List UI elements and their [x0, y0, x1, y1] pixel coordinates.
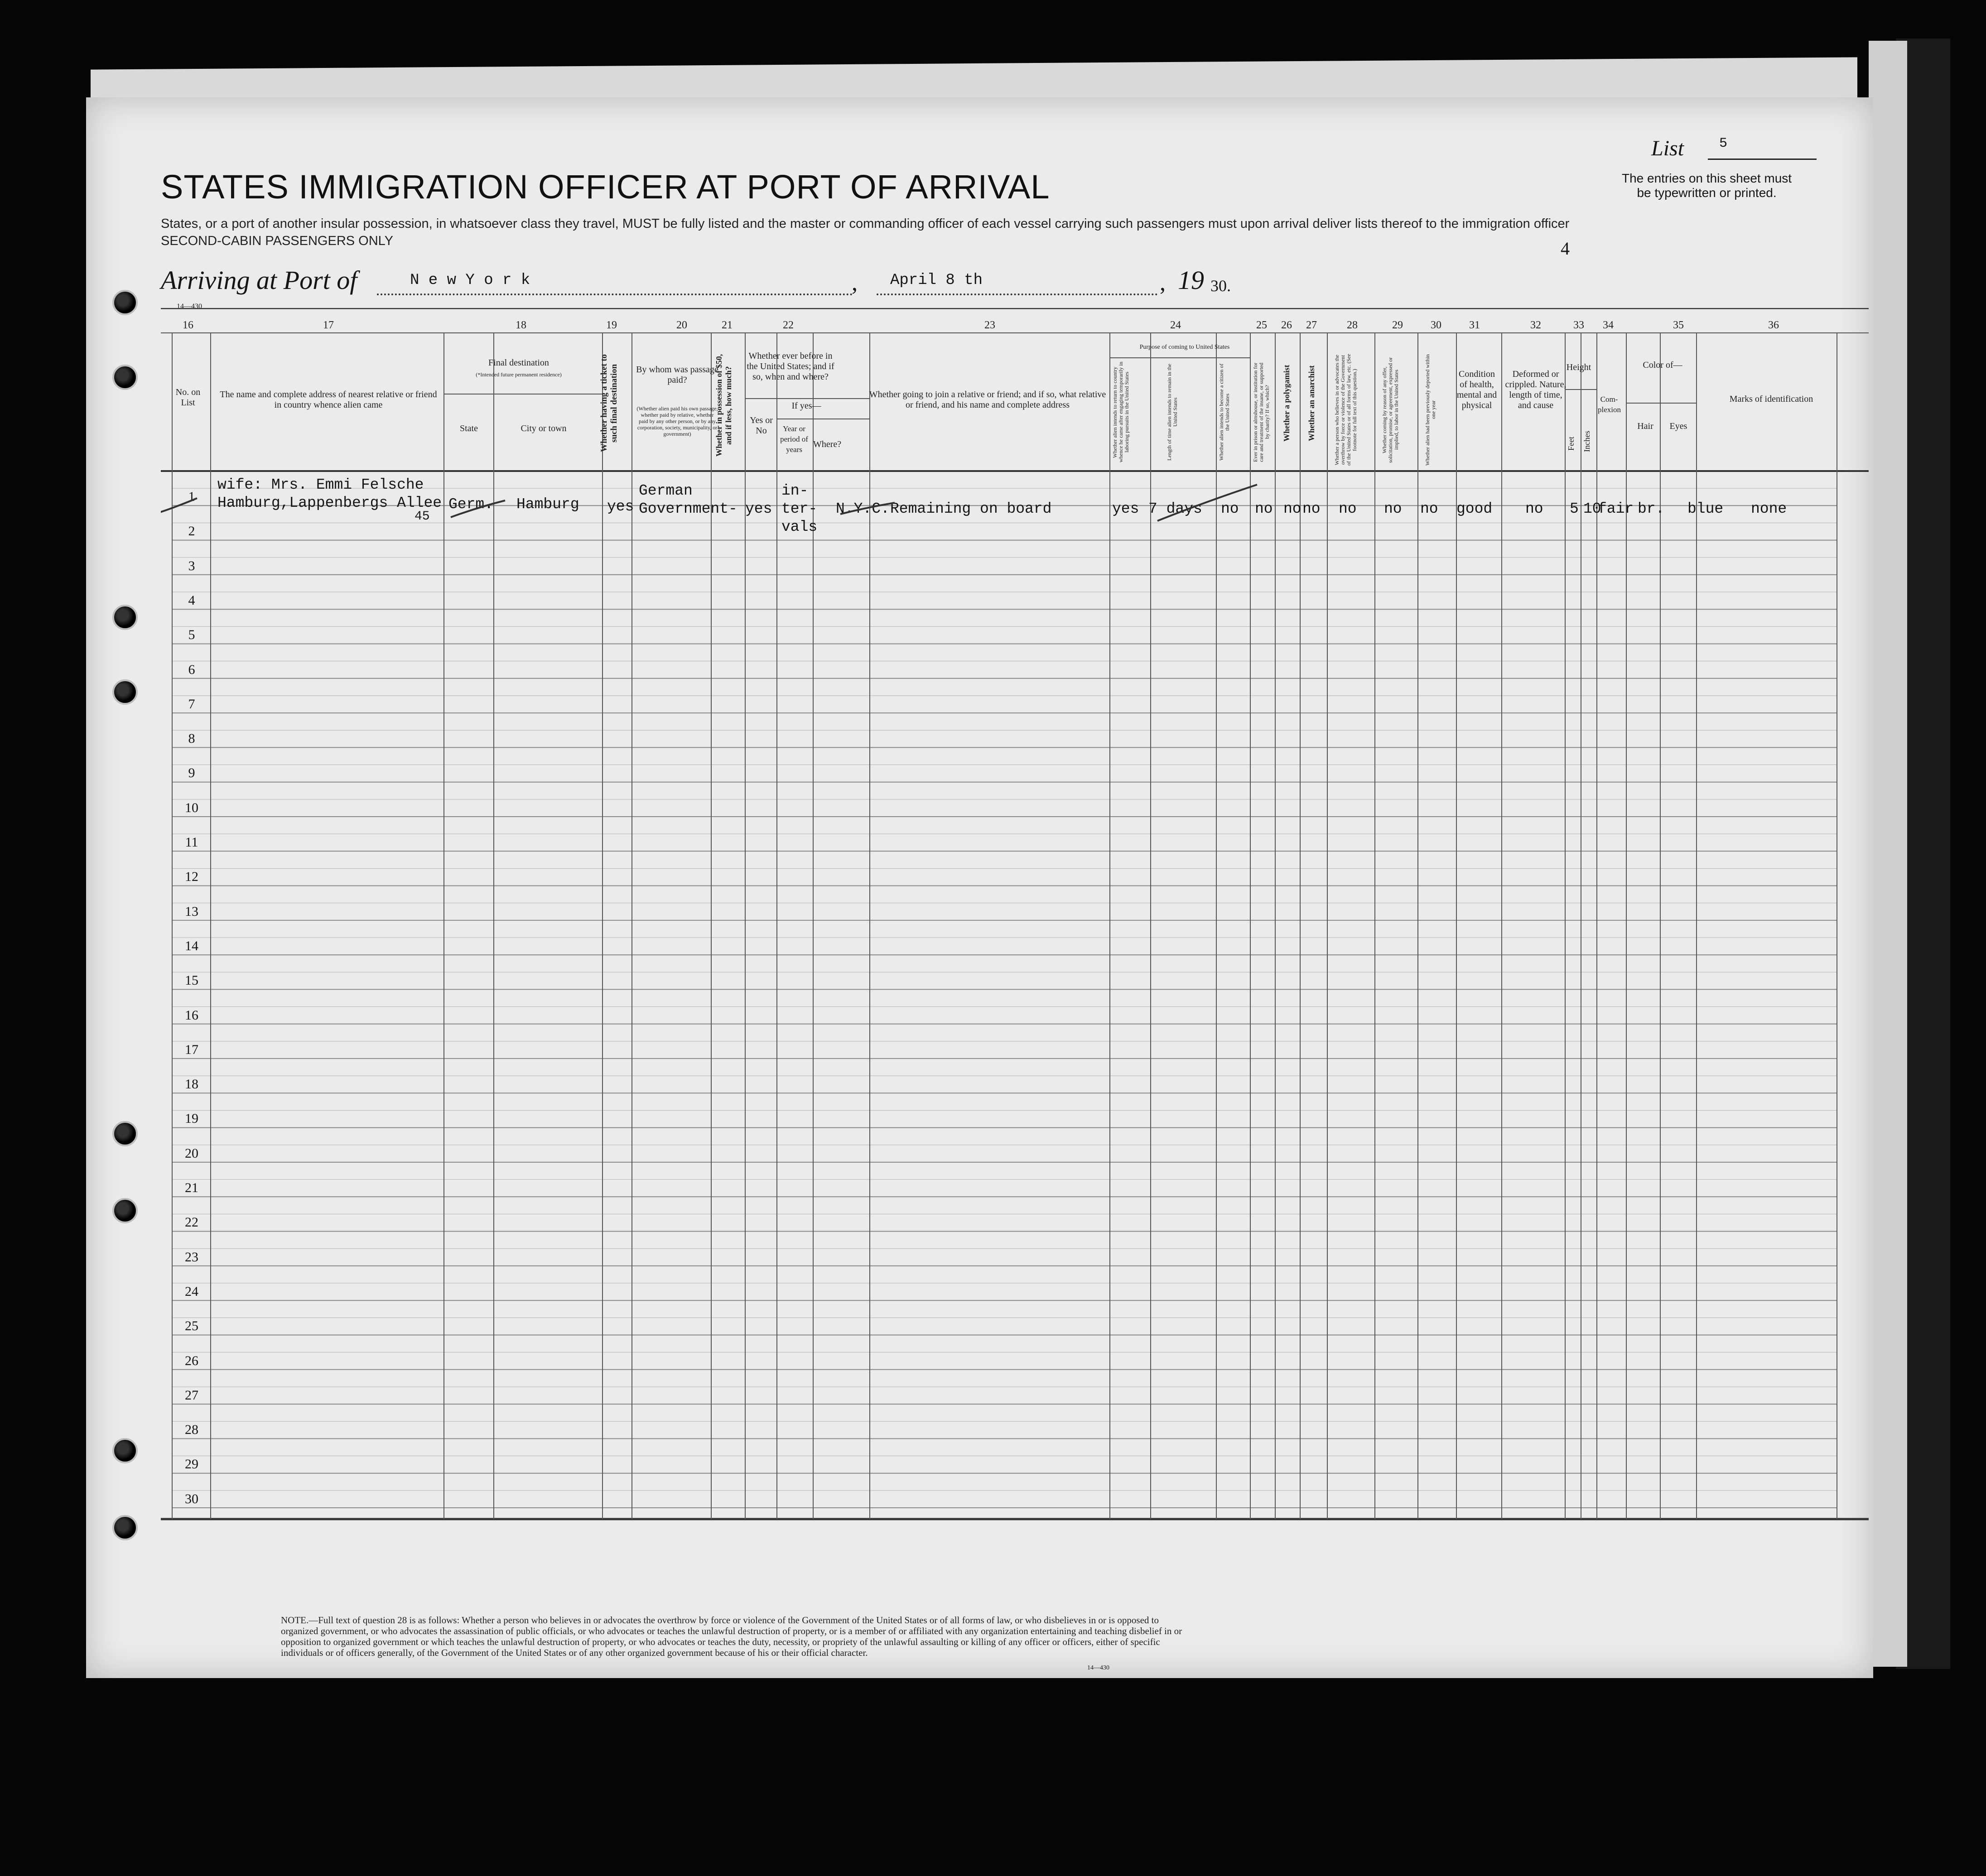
header-purpose: Purpose of coming to United States — [1139, 344, 1230, 351]
relative-line-1: wife: Mrs. Emmi Felsche — [217, 476, 424, 493]
col-num-20: 20 — [676, 319, 687, 331]
row-number: 18 — [185, 1077, 198, 1092]
header-yes-or-no: Yes or No — [750, 415, 773, 436]
header-marks: Marks of identification — [1729, 394, 1813, 404]
header-deported: Whether alien had been previously deported within one year — [1424, 354, 1436, 466]
header-feet: Feet — [1567, 437, 1576, 451]
header-ticket: Whether having a ticket to such final destination — [599, 354, 619, 452]
header-question-28: Whether a person who believes in or advocates the overthrow by force or violence of the Government of the United States or of all forms of law, etc. (See footnote for full text of this question.) — [1334, 354, 1358, 466]
comma: , — [1160, 270, 1166, 296]
passenger-class-text: SECOND-CABIN PASSENGERS ONLY — [161, 234, 393, 248]
punch-hole — [112, 365, 138, 390]
row-number: 13 — [185, 904, 198, 919]
health-value: good — [1456, 500, 1493, 517]
header-passage-paid-note: (Whether alien paid his own passage, whether paid by relative, whether paid by any other person, or by any corporation, society, municipality, or government) — [636, 405, 718, 437]
row-number: 7 — [188, 696, 195, 712]
row-number: 5 — [188, 627, 195, 643]
col-num-23: 23 — [984, 319, 995, 331]
relative-line-3: 45 — [415, 510, 430, 524]
row-number: 11 — [185, 835, 198, 850]
header-hair: Hair — [1637, 421, 1653, 431]
ticket-value: yes — [607, 498, 634, 515]
col-num-30: 30 — [1431, 319, 1441, 331]
complexion-value: fair — [1598, 500, 1634, 517]
header-where: Where? — [813, 439, 842, 449]
header-purpose-length: Length of time alien intends to remain in the United States — [1166, 364, 1178, 461]
col-num-29: 29 — [1392, 319, 1403, 331]
col-num-32: 32 — [1530, 319, 1541, 331]
period-line-1: in- — [781, 482, 809, 499]
header-complexion: Com-plexion — [1598, 395, 1621, 414]
header-nearest-relative: The name and complete address of nearest relative or friend in country whence alien came — [220, 390, 437, 410]
col-num-25: 25 — [1256, 319, 1267, 331]
page-title: STATES IMMIGRATION OFFICER AT PORT OF ARRIVAL — [161, 168, 1050, 206]
col-num-33: 33 — [1573, 319, 1584, 331]
header-final-destination: Final destination — [488, 358, 549, 368]
list-label: List — [1651, 136, 1684, 160]
col-num-31: 31 — [1469, 319, 1480, 331]
eyes-value: blue — [1687, 500, 1724, 517]
row-number: 20 — [185, 1145, 198, 1161]
header-eyes: Eyes — [1669, 421, 1687, 431]
row-number: 28 — [185, 1422, 198, 1438]
purpose-length-value: 7 days — [1148, 500, 1202, 517]
col-num-19: 19 — [606, 319, 617, 331]
port-dotted-line — [377, 293, 853, 295]
row-number: 2 — [188, 524, 195, 539]
header-if-yes: If yes— — [791, 401, 821, 411]
header-final-destination-note: (*Intended future permanent residence) — [476, 371, 562, 378]
relative-line-2: Hamburg,Lappenbergs Allee — [217, 495, 442, 511]
row-number: 26 — [185, 1353, 198, 1368]
header-deformed: Deformed or crippled. Nature, length of time, and cause — [1505, 369, 1567, 410]
col-num-28: 28 — [1347, 319, 1358, 331]
header-state: State — [460, 423, 478, 433]
deformed-value: no — [1525, 500, 1543, 517]
row-number: 3 — [188, 558, 195, 573]
form-code: 14—430 — [177, 303, 202, 310]
date-field: April 8 th — [890, 272, 983, 289]
header-before-in-us: Whether ever before in the United States; and if so, when and where? — [747, 351, 834, 382]
row-number: 29 — [185, 1457, 198, 1472]
header-joining-relative: Whether going to join a relative or friend; and if so, what relative or friend, and his name and complete address — [869, 390, 1106, 410]
manifest-table — [161, 308, 1869, 1590]
row-number: 10 — [185, 800, 198, 815]
year-field: 30. — [1210, 277, 1231, 295]
row-number: 9 — [188, 765, 195, 781]
sheet-right-edge — [1869, 41, 1907, 1667]
row-number: 16 — [185, 1007, 198, 1023]
list-number: 5 — [1719, 136, 1728, 151]
punch-hole — [112, 1515, 138, 1540]
col-num-21: 21 — [722, 319, 733, 331]
row-number: 25 — [185, 1318, 198, 1334]
comma: , — [852, 270, 858, 296]
header-no-on-list: No. on List — [175, 387, 201, 408]
header-health: Condition of health, mental and physical — [1456, 369, 1497, 410]
polygamist-value: no — [1283, 500, 1302, 517]
question-29-value: no — [1384, 500, 1402, 517]
header-fifty-dollars: Whether in possession of $50, and if less, how much? — [714, 354, 733, 457]
header-passage-paid: By whom was passage paid? — [636, 365, 718, 385]
feet-value: 5 — [1570, 500, 1579, 517]
row-number: 30 — [185, 1491, 198, 1506]
paid-by-line-1: German — [639, 482, 693, 499]
instructions-text: States, or a port of another insular possession, in whatsoever class they travel, MUST be fully listed and the master or commanding officer of each vessel carrying such passengers must upon arrival deliver lists thereof to the immigration officer — [161, 216, 1570, 231]
year-prefix: 19 — [1178, 265, 1204, 295]
list-number-line — [1708, 159, 1817, 160]
arriving-label: Arriving at Port of — [161, 265, 357, 295]
row-number: 15 — [185, 973, 198, 988]
hair-value: br. — [1638, 500, 1665, 517]
purpose-citizen-value: no — [1221, 500, 1239, 517]
row-number: 23 — [185, 1249, 198, 1265]
col-num-17: 17 — [323, 319, 334, 331]
punch-hole — [112, 290, 138, 315]
col-num-18: 18 — [516, 319, 526, 331]
col-num-24: 24 — [1170, 319, 1181, 331]
punch-hole — [112, 1198, 138, 1223]
header-inches: Inches — [1582, 431, 1591, 452]
port-field: N e w Y o r k — [410, 272, 530, 289]
date-dotted-line — [877, 293, 1157, 295]
page-number: 4 — [1561, 238, 1570, 259]
header-city: City or town — [521, 423, 567, 433]
check-marks — [161, 308, 1869, 580]
row-number: 1 — [188, 489, 195, 504]
city-value: Hamburg — [516, 496, 579, 513]
inches-value: 10 — [1583, 500, 1601, 517]
in-us-before-value: yes — [745, 500, 772, 517]
state-value: Germ. — [448, 496, 494, 513]
row-number: 21 — [185, 1180, 198, 1195]
joining-value: Remaining on board — [890, 500, 1052, 517]
col-num-22: 22 — [783, 319, 794, 331]
footer-code: 14—430 — [1087, 1664, 1109, 1671]
header-purpose-return: Whether alien intends to return to country whence he came after engaging temporarily in laboring pursuits in the United States — [1112, 361, 1130, 463]
row-number: 24 — [185, 1284, 198, 1299]
footnote: NOTE.—Full text of question 28 is as follows: Whether a person who believes in or advocates the overthrow by force or violence of the Government of the United States or of all forms of law, or who disbelieves in or is opposed to organized government, or who advocates the assassination of public officials, or who advocates or teaches the unlawful destruction of property, or is a member of or affiliated with any organization entertaining and teaching disbelief in or opposition to organized government or which teaches the unlawful destruction of property, or who advocates or teaches the duty, necessity, or propriety of the unlawful assaulting or killing of any officer or officers, either of specific individuals or of officers generally, of the Government of the United States or of any other organized government because of his or their official character. — [281, 1615, 1182, 1658]
row-number: 12 — [185, 869, 198, 885]
question-28-value: no — [1339, 500, 1357, 517]
col-num-26: 26 — [1281, 319, 1292, 331]
row-number: 6 — [188, 662, 195, 677]
purpose-return-value: yes — [1112, 500, 1139, 517]
entries-note: The entries on this sheet must be typewritten or printed. — [1622, 171, 1792, 200]
header-height: Height — [1566, 362, 1591, 372]
header-years: Year or period of years — [780, 424, 808, 454]
period-line-2: ter- — [781, 500, 818, 517]
header-question-29: Whether coming by reason of any offer, solicitation, promise, or agreement, expressed or implied, to labor in the United States — [1381, 357, 1399, 463]
paid-by-line-2: Government- — [639, 500, 738, 517]
col-num-16: 16 — [183, 319, 193, 331]
row-number: 22 — [185, 1215, 198, 1230]
deported-value: no — [1420, 500, 1438, 517]
prison-value: no — [1255, 500, 1273, 517]
where-value: N.Y.C. — [836, 500, 890, 517]
punch-hole — [112, 605, 138, 630]
header-anarchist: Whether an anarchist — [1307, 365, 1316, 441]
row-number: 17 — [185, 1042, 198, 1057]
row-number: 19 — [185, 1111, 198, 1126]
header-color-of: Color of— — [1643, 360, 1682, 370]
col-num-27: 27 — [1306, 319, 1317, 331]
anarchist-value: no — [1302, 500, 1321, 517]
period-line-3: vals — [781, 519, 818, 535]
punch-hole — [112, 1121, 138, 1146]
header-prison: Ever in prison or almshouse, or institution for care and treatment of the insane, or supported by charity? If so, which? — [1252, 362, 1270, 462]
col-num-35: 35 — [1673, 319, 1684, 331]
punch-hole — [112, 679, 138, 705]
marks-value: none — [1751, 500, 1787, 517]
col-num-36: 36 — [1768, 319, 1779, 331]
row-number: 14 — [185, 938, 198, 953]
header-purpose-citizen: Whether alien intends to become a citizen of the United States — [1218, 363, 1230, 461]
row-number: 4 — [188, 592, 195, 608]
col-num-34: 34 — [1603, 319, 1614, 331]
row-number: 27 — [185, 1387, 198, 1403]
row-number: 8 — [188, 731, 195, 746]
header-polygamist: Whether a polygamist — [1282, 365, 1291, 442]
punch-hole — [112, 1438, 138, 1463]
